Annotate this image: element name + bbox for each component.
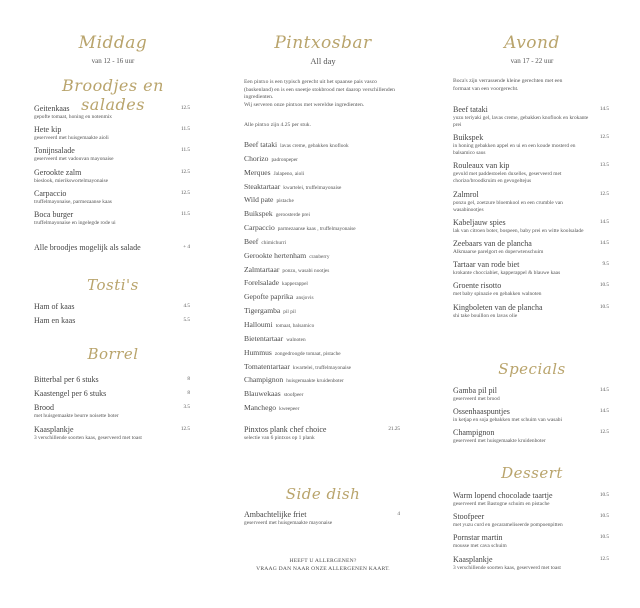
- item-price: 13.5: [599, 162, 609, 169]
- menu-item: [453, 555, 611, 572]
- menu-item: [453, 407, 611, 424]
- item-price: 10.5: [599, 282, 609, 289]
- item-description: lavas creme, gebakken knoflook: [280, 143, 349, 149]
- item-price: 14.5: [599, 408, 609, 415]
- item-price: 5.5: [183, 317, 190, 324]
- pintxos-title: Pintxosbar: [274, 33, 372, 53]
- item-name: Brood: [34, 403, 54, 413]
- item-name: Pinxtos plank chef choice: [244, 425, 327, 434]
- item-description: bieslook, mierikswortelmayonaise: [34, 177, 108, 184]
- menu-item: [244, 139, 402, 153]
- item-name: Ham en kaas: [34, 316, 76, 326]
- item-name: Alle broodjes mogelijk als salade: [34, 243, 141, 252]
- item-name: Steaktartaar: [244, 181, 281, 191]
- item-price: 10.5: [599, 513, 609, 520]
- borrel-list: [34, 375, 192, 446]
- item-price: 10.5: [599, 492, 609, 498]
- menu-item: [34, 403, 192, 420]
- item-name: Tartaar van rode biet: [453, 260, 520, 270]
- item-description: padronpeper: [271, 156, 298, 163]
- item-name: Manchego: [244, 403, 277, 413]
- menu-item: [34, 389, 192, 399]
- broodjes-list: [34, 104, 192, 231]
- item-name: Carpaccio: [34, 188, 67, 198]
- pintxos-plank: [244, 425, 402, 442]
- borrel-heading: Borrel: [87, 345, 139, 363]
- item-description: ponzu, wasabi nootjes: [282, 267, 330, 274]
- item-description: 3 verschillende soorten kaas, geserveerd met toast: [34, 434, 142, 441]
- menu-item: [244, 167, 402, 181]
- item-name: Kaasplankje: [34, 424, 74, 434]
- item-name: Geitenkaas: [34, 104, 70, 113]
- item-price: 8: [187, 376, 190, 382]
- item-name: Zalmtartaar: [244, 264, 280, 274]
- avond-list: [453, 105, 611, 324]
- specials-heading: Specials: [498, 360, 566, 378]
- menu-item: [453, 428, 611, 445]
- item-description: geroosterde prei: [275, 212, 310, 219]
- menu-item: [244, 319, 402, 333]
- item-name: Hummus: [244, 347, 272, 357]
- pintxos-column: [244, 0, 402, 608]
- item-description: pil pil: [283, 309, 296, 316]
- item-price: 14.5: [599, 106, 609, 112]
- item-name: Rouleaux van kip: [453, 161, 510, 171]
- menu-item: [244, 277, 402, 291]
- menu-item: [453, 218, 611, 235]
- item-description: ponzu gel, zoetzure bloemkool en een crumble van wasabinootjes: [453, 199, 563, 213]
- item-description: kweepeer: [279, 406, 300, 413]
- item-description: chimichurri: [261, 239, 287, 246]
- item-name: Kaasplankje: [453, 554, 493, 564]
- menu-item: [244, 250, 402, 264]
- menu-item: [34, 316, 192, 326]
- menu-item: [34, 302, 192, 312]
- item-description: gevuld met paddestoelen duxelles, geserveerd met chorizo/broodkruim en gevogeltejus: [453, 171, 562, 185]
- item-description: met baby spinazie en gebakken walnoten: [453, 291, 542, 298]
- item-name: Bietentartaar: [244, 333, 284, 343]
- menu-item: [453, 533, 611, 550]
- intro-text: Een pintxo is een typisch gerecht uit het spaanse pais vasco (baskenland) en is een sneetje stokbrood met daarop verschillenden ingredienten.: [244, 79, 395, 101]
- item-name: Ossenhaaspuntjes: [453, 407, 510, 417]
- menu-item: [244, 264, 402, 278]
- item-price: 12.5: [599, 555, 609, 562]
- allergen-line-1: HEEFT U ALLERGENEN?: [289, 558, 357, 564]
- item-description: met yuzu curd en gecarameliseerde pompoenpitten: [453, 522, 563, 529]
- item-description: in ketjap en soja gebakken met schuim van wasabi: [453, 417, 562, 424]
- item-description: yuzu teriyaki gel, lavas creme, gebakken knoflook en krokante prei: [453, 115, 589, 128]
- item-name: Groente risotto: [453, 281, 502, 291]
- item-description: Jalapeno, aioli: [273, 170, 305, 177]
- item-description: gepofte tomaat, honing en notenmix: [34, 114, 112, 120]
- item-name: Tomatentartaar: [244, 361, 290, 371]
- item-name: Stoofpeer: [453, 512, 485, 522]
- item-price: 9.5: [602, 261, 609, 268]
- item-price: 12.5: [599, 429, 609, 436]
- menu-item: [244, 291, 402, 305]
- menu-item: [453, 190, 611, 214]
- item-description: cranberry: [309, 253, 330, 260]
- item-description: krokante chocciabiet, kapperappel & blauwe kaas: [453, 270, 561, 277]
- item-description: pistache: [276, 198, 294, 205]
- item-price: 12.5: [599, 190, 609, 197]
- menu-item: [244, 374, 402, 388]
- item-name: Forelsalade: [244, 278, 280, 288]
- item-name: Merques: [244, 167, 271, 177]
- item-description: huisgemaakte kruidenboter: [286, 378, 344, 385]
- item-name: Wild pate: [244, 195, 274, 205]
- pintxos-list: [244, 139, 402, 416]
- menu-item: [453, 133, 611, 157]
- item-name: Chorizo: [244, 153, 269, 163]
- pintxos-subtitle: All day: [310, 56, 336, 66]
- item-name: Ambachtelijke friet: [244, 510, 307, 519]
- item-name: Beef tataki: [244, 140, 278, 149]
- item-name: Halloumi: [244, 319, 273, 329]
- item-description: tomaat, balsamico: [275, 322, 315, 329]
- item-price: 21.25: [388, 426, 400, 432]
- menu-item: [244, 388, 402, 402]
- item-price: 11.5: [181, 210, 190, 217]
- item-description: stoofpeer: [283, 392, 304, 399]
- item-name: Kaastengel per 6 stuks: [34, 389, 107, 399]
- item-description: kwartelei, truffelmayonaise: [292, 364, 352, 371]
- avond-hours: van 17 - 22 uur: [510, 57, 554, 65]
- item-description: zongedroogde tomaat, pistache: [274, 350, 341, 357]
- item-name: Warm lopend chocolade taartje: [453, 491, 553, 500]
- menu-item: [453, 281, 611, 298]
- allergen-notice: [244, 558, 402, 573]
- avond-column: [453, 0, 611, 608]
- menu-item: [244, 305, 402, 319]
- item-name: Buikspek: [453, 133, 484, 143]
- item-name: Bitterbal per 6 stuks: [34, 375, 99, 384]
- middag-column: [34, 0, 192, 608]
- item-description: walnoten: [286, 336, 306, 343]
- menu-item: [34, 125, 192, 142]
- menu-item: [34, 375, 192, 385]
- tostis-list: [34, 302, 192, 330]
- item-description: truffelmayonaise en ingelegde rode ui: [34, 219, 116, 226]
- menu-item: [453, 512, 611, 529]
- item-price: 14.5: [599, 239, 609, 246]
- item-name: Champignon: [244, 375, 284, 385]
- item-price: 12.5: [180, 425, 190, 432]
- item-price: + 4: [183, 244, 190, 250]
- menu-item: [34, 210, 192, 227]
- pintxos-price-note: Alle pintxo zijn 4.25 per stuk.: [244, 122, 311, 128]
- item-price: 4.5: [183, 303, 190, 309]
- menu-item: [244, 510, 402, 527]
- side-dish-list: [244, 510, 402, 531]
- item-description: geserveerd met brood: [453, 396, 500, 402]
- item-price: 14.5: [599, 218, 609, 225]
- item-name: Blauwekaas: [244, 389, 281, 399]
- item-name: Gepofte paprika: [244, 292, 294, 302]
- menu-item: [244, 333, 402, 347]
- dessert-heading: Dessert: [501, 464, 563, 482]
- menu-item: [244, 361, 402, 375]
- item-description: mousse met cava schuim: [453, 543, 507, 550]
- pintxos-intro: [244, 79, 402, 109]
- item-description: shi take bouillon en lavas olie: [453, 312, 518, 319]
- item-price: 14.5: [599, 387, 609, 393]
- item-description: geserveerd met Bastogne schuim en pistache: [453, 501, 550, 507]
- item-description: geserveerd met huisgemaakte aioli: [34, 135, 109, 142]
- menu-item: [244, 153, 402, 167]
- specials-list: [453, 386, 611, 450]
- item-name: Zalmrol: [453, 189, 479, 199]
- menu-item: [453, 491, 611, 508]
- item-description: geserveerd met vadouvan mayonaise: [34, 156, 114, 163]
- menu-item: [34, 425, 192, 442]
- item-price: 11.5: [181, 147, 190, 154]
- avond-intro: Boca's zijn verrassende kleine gerechten met een formaat van een voorgerecht.: [453, 78, 563, 92]
- item-price: 3.5: [183, 404, 190, 411]
- item-name: Gamba pil pil: [453, 386, 497, 395]
- item-price: 10.5: [599, 534, 609, 541]
- item-name: Tonijnsalade: [34, 146, 75, 156]
- menu-item: [34, 168, 192, 185]
- item-name: Ham of kaas: [34, 302, 75, 311]
- item-description: in honing gebakken appel en ui en een koude mosterd en balsamico saus: [453, 143, 576, 157]
- item-description: kapperappel: [282, 281, 308, 288]
- item-price: 4: [397, 511, 400, 517]
- menu-item: [34, 104, 192, 121]
- item-description: parmezaanse kaas , truffelmayonaise: [277, 226, 356, 233]
- middag-hours: van 12 - 16 uur: [91, 57, 135, 65]
- menu-item: [453, 260, 611, 277]
- item-description: selectie van 6 pintxos op 1 plank: [244, 435, 315, 441]
- item-name: Tigergamba: [244, 306, 281, 316]
- item-description: lak van citroen boter, bospeen, baby prei en witte koolsalade: [453, 227, 584, 234]
- item-name: Beef tataki: [453, 105, 488, 114]
- menu-item: [244, 236, 402, 250]
- menu-item: [244, 208, 402, 222]
- salade-option: [34, 243, 192, 253]
- item-description: kwartelei, truffelmayonaise: [283, 184, 342, 191]
- item-description: ansjovis: [296, 295, 314, 302]
- intro-text-2: Wij serveren onze pintxos met wereldse ingredienten.: [244, 101, 365, 108]
- item-price: 10.5: [599, 303, 609, 310]
- avond-title: Avond: [504, 33, 560, 53]
- menu-item: [453, 303, 611, 320]
- item-price: 8: [187, 390, 190, 397]
- item-price: 11.5: [181, 126, 190, 133]
- item-name: Pornstar martin: [453, 533, 503, 543]
- item-price: 12.5: [180, 189, 190, 196]
- item-name: Hete kip: [34, 125, 62, 135]
- item-name: Kingboleten van de plancha: [453, 302, 543, 312]
- menu-item: [453, 239, 611, 256]
- item-name: Carpaccio: [244, 223, 275, 233]
- item-price: 12.5: [599, 134, 609, 141]
- item-name: Boca burger: [34, 209, 74, 219]
- menu-item: [244, 181, 402, 195]
- menu-item: [34, 146, 192, 163]
- broodjes-heading: Broodjes en salades: [62, 76, 164, 114]
- item-name: Zeebaars van de plancha: [453, 238, 532, 248]
- menu-item: [34, 189, 192, 206]
- item-description: truffelmayonaise, parmezaanse kaas: [34, 198, 112, 205]
- item-description: met huisgemaakte beurre noisette boter: [34, 413, 119, 420]
- menu-item: [453, 161, 611, 185]
- item-name: Champignon: [453, 428, 495, 438]
- item-name: Buikspek: [244, 209, 273, 219]
- menu-item: [453, 386, 611, 403]
- allergen-line-2: VRAAG DAN NAAR ONZE ALLERGENEN KAART.: [256, 565, 390, 572]
- item-description: 3 verschillende soorten kaas, geserveerd met toast: [453, 564, 561, 571]
- item-name: Beef: [244, 236, 259, 246]
- side-dish-heading: Side dish: [285, 485, 361, 503]
- middag-title: Middag: [78, 33, 148, 53]
- item-price: 12.5: [180, 105, 190, 111]
- item-name: Gerookte zalm: [34, 167, 82, 177]
- dessert-list: [453, 491, 611, 576]
- item-name: Gerookte hertenham: [244, 250, 307, 260]
- tostis-heading: Tosti's: [87, 276, 139, 294]
- item-price: 12.5: [180, 168, 190, 175]
- menu-item: [244, 402, 402, 416]
- item-description: geserveerd met huisgemaakte mayonaise: [244, 520, 333, 526]
- item-description: Alkmaarse parelgort en doperwtenschuim: [453, 248, 544, 255]
- menu-item: [453, 105, 611, 129]
- menu-item: [244, 347, 402, 361]
- item-description: geserveerd met huisgemaakte kruidenboter: [453, 438, 546, 445]
- menu-item: [244, 222, 402, 236]
- item-name: Kabeljauw spies: [453, 217, 506, 227]
- menu-item: [244, 194, 402, 208]
